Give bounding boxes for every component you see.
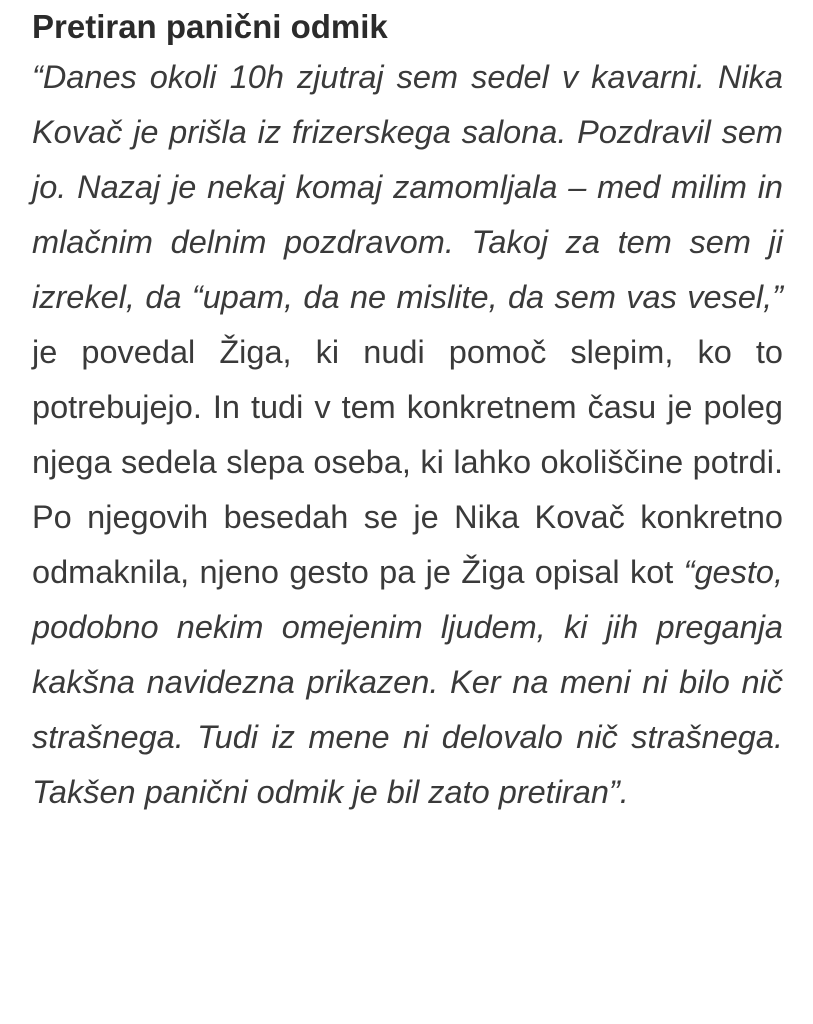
quote-part-1: “Danes okoli 10h zjutraj sem sedel v kavarni. Nika Kovač je prišla iz frizerskega salona. Pozdravil sem jo. Nazaj je nekaj komaj zamomljala – med milim in mlačnim delnim pozdravom. Takoj za tem sem ji izrekel, da “upam, da ne mislite, da sem vas vesel,” — [32, 59, 783, 315]
article-heading: Pretiran panični odmik — [32, 8, 388, 45]
article — [32, 4, 783, 820]
narration-part: je povedal Žiga, ki nudi pomoč slepim, ko to potrebujejo. In tudi v tem konkretnem času je poleg njega sedela slepa oseba, ki lahko okoliščine potrdi. Po njegovih besedah se je Nika Kovač konkretno odmaknila, njeno gesto pa je Žiga opisal kot — [32, 334, 783, 590]
article-paragraph — [32, 50, 783, 820]
quote-part-2: “gesto, podobno nekim omejenim ljudem, ki jih preganja kakšna navidezna prikazen. Ker na meni ni bilo nič strašnega. Tudi iz mene ni delovalo nič strašnega. Takšen panični odmik je bil zato pretiran”. — [32, 554, 783, 810]
